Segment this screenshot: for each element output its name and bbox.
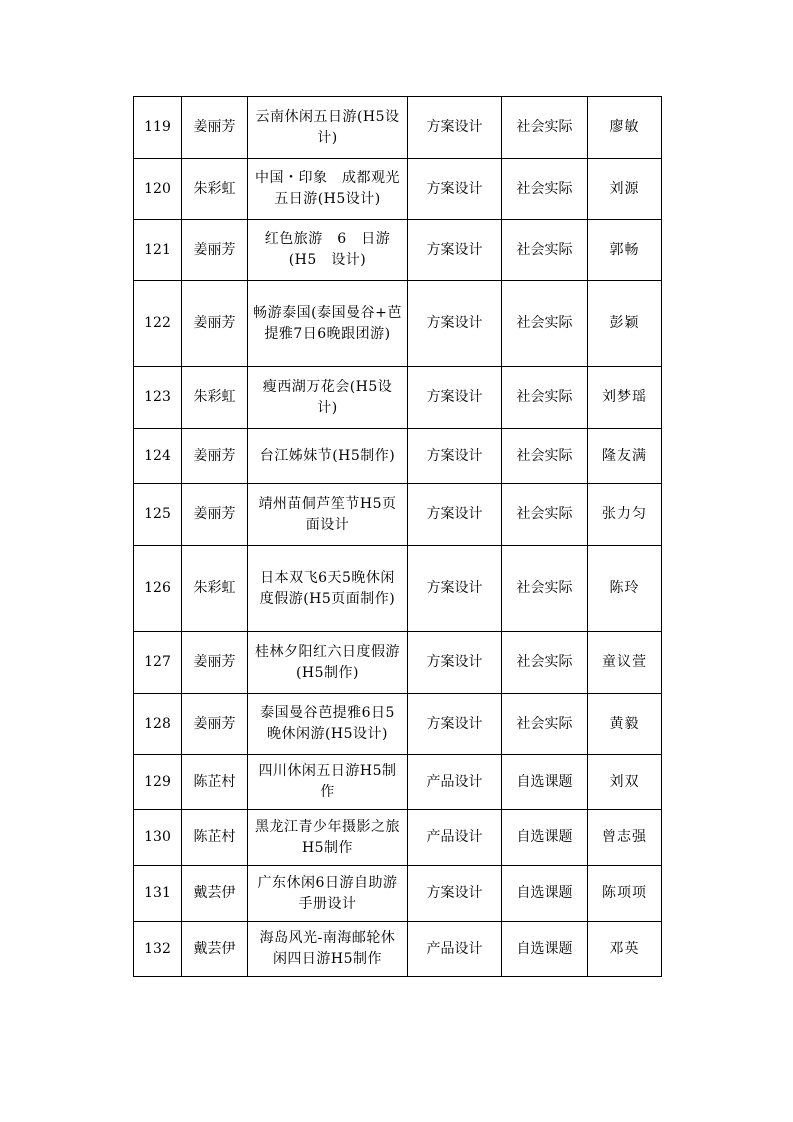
student-name: 郭畅 xyxy=(588,220,662,281)
row-number: 122 xyxy=(134,281,182,367)
project-source: 社会实际 xyxy=(502,220,588,281)
row-number: 130 xyxy=(134,810,182,866)
row-number: 127 xyxy=(134,632,182,694)
project-source: 自选课题 xyxy=(502,866,588,922)
project-title: 四川休闲五日游H5制作 xyxy=(248,755,408,810)
project-source: 自选课题 xyxy=(502,922,588,977)
project-title: 瘦西湖万花会(H5设计) xyxy=(248,367,408,429)
project-title: 畅游泰国(泰国曼谷+芭提雅7日6晚跟团游) xyxy=(248,281,408,367)
project-title: 海岛风光-南海邮轮休闲四日游H5制作 xyxy=(248,922,408,977)
row-number: 120 xyxy=(134,159,182,220)
teacher-name: 戴芸伊 xyxy=(182,922,248,977)
project-type: 方案设计 xyxy=(408,632,502,694)
project-source: 社会实际 xyxy=(502,546,588,632)
student-name: 廖敏 xyxy=(588,97,662,159)
table-row xyxy=(134,694,662,755)
table-row xyxy=(134,429,662,484)
row-number: 131 xyxy=(134,866,182,922)
student-name: 陈项项 xyxy=(588,866,662,922)
teacher-name: 姜丽芳 xyxy=(182,694,248,755)
table-row xyxy=(134,220,662,281)
table-row xyxy=(134,922,662,977)
project-source: 社会实际 xyxy=(502,281,588,367)
student-name: 刘梦瑶 xyxy=(588,367,662,429)
table-row xyxy=(134,866,662,922)
teacher-name: 戴芸伊 xyxy=(182,866,248,922)
project-type: 方案设计 xyxy=(408,484,502,546)
table-row xyxy=(134,367,662,429)
row-number: 128 xyxy=(134,694,182,755)
table-row xyxy=(134,159,662,220)
project-type: 方案设计 xyxy=(408,220,502,281)
student-name: 隆友满 xyxy=(588,429,662,484)
project-type: 方案设计 xyxy=(408,281,502,367)
project-type: 产品设计 xyxy=(408,755,502,810)
teacher-name: 陈芷村 xyxy=(182,810,248,866)
row-number: 123 xyxy=(134,367,182,429)
project-table xyxy=(133,96,662,977)
table-row xyxy=(134,546,662,632)
student-name: 张力匀 xyxy=(588,484,662,546)
project-title: 泰国曼谷芭提雅6日5晚休闲游(H5设计) xyxy=(248,694,408,755)
project-source: 社会实际 xyxy=(502,484,588,546)
student-name: 彭颖 xyxy=(588,281,662,367)
project-type: 方案设计 xyxy=(408,694,502,755)
teacher-name: 陈芷村 xyxy=(182,755,248,810)
row-number: 129 xyxy=(134,755,182,810)
project-source: 社会实际 xyxy=(502,694,588,755)
student-name: 黄毅 xyxy=(588,694,662,755)
row-number: 121 xyxy=(134,220,182,281)
project-title: 日本双飞6天5晚休闲度假游(H5页面制作) xyxy=(248,546,408,632)
teacher-name: 朱彩虹 xyxy=(182,367,248,429)
table-body xyxy=(134,97,662,977)
project-type: 方案设计 xyxy=(408,866,502,922)
teacher-name: 姜丽芳 xyxy=(182,429,248,484)
student-name: 陈玲 xyxy=(588,546,662,632)
project-title: 靖州苗侗芦笙节H5页面设计 xyxy=(248,484,408,546)
project-type: 方案设计 xyxy=(408,97,502,159)
teacher-name: 姜丽芳 xyxy=(182,220,248,281)
table-row xyxy=(134,484,662,546)
project-type: 产品设计 xyxy=(408,810,502,866)
student-name: 童议萱 xyxy=(588,632,662,694)
row-number: 125 xyxy=(134,484,182,546)
project-title: 红色旅游 6 日游 (H5 设计) xyxy=(248,220,408,281)
project-type: 方案设计 xyxy=(408,546,502,632)
project-title: 黑龙江青少年摄影之旅H5制作 xyxy=(248,810,408,866)
teacher-name: 姜丽芳 xyxy=(182,97,248,159)
teacher-name: 朱彩虹 xyxy=(182,546,248,632)
table-row xyxy=(134,810,662,866)
teacher-name: 姜丽芳 xyxy=(182,484,248,546)
project-source: 社会实际 xyxy=(502,97,588,159)
project-type: 产品设计 xyxy=(408,922,502,977)
row-number: 124 xyxy=(134,429,182,484)
teacher-name: 姜丽芳 xyxy=(182,632,248,694)
table-row xyxy=(134,755,662,810)
row-number: 132 xyxy=(134,922,182,977)
teacher-name: 姜丽芳 xyxy=(182,281,248,367)
project-type: 方案设计 xyxy=(408,367,502,429)
row-number: 126 xyxy=(134,546,182,632)
table-row xyxy=(134,632,662,694)
row-number: 119 xyxy=(134,97,182,159)
project-source: 社会实际 xyxy=(502,159,588,220)
project-title: 广东休闲6日游自助游手册设计 xyxy=(248,866,408,922)
project-title: 中国・印象 成都观光五日游(H5设计) xyxy=(248,159,408,220)
project-source: 社会实际 xyxy=(502,429,588,484)
project-source: 社会实际 xyxy=(502,367,588,429)
project-title: 云南休闲五日游(H5设计) xyxy=(248,97,408,159)
project-source: 社会实际 xyxy=(502,632,588,694)
project-source: 自选课题 xyxy=(502,810,588,866)
student-name: 刘源 xyxy=(588,159,662,220)
project-source: 自选课题 xyxy=(502,755,588,810)
project-title: 桂林夕阳红六日度假游(H5制作) xyxy=(248,632,408,694)
student-name: 曾志强 xyxy=(588,810,662,866)
table-row xyxy=(134,281,662,367)
student-name: 邓英 xyxy=(588,922,662,977)
teacher-name: 朱彩虹 xyxy=(182,159,248,220)
project-type: 方案设计 xyxy=(408,159,502,220)
student-name: 刘双 xyxy=(588,755,662,810)
project-title: 台江姊妹节(H5制作) xyxy=(248,429,408,484)
project-type: 方案设计 xyxy=(408,429,502,484)
table-row xyxy=(134,97,662,159)
